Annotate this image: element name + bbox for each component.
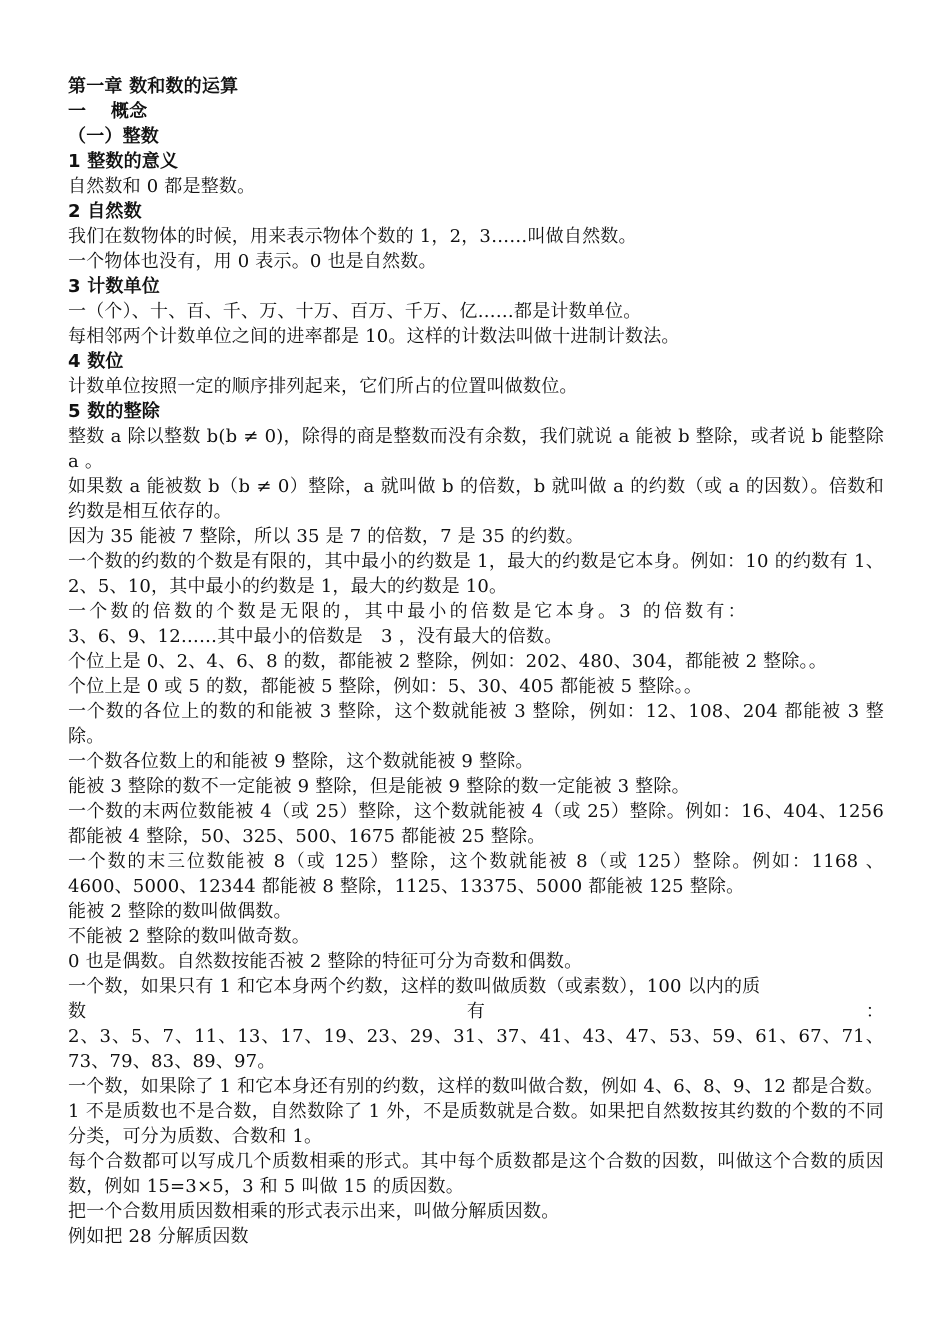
paragraph: 0 也是偶数。自然数按能否被 2 整除的特征可分为奇数和偶数。 [68, 951, 583, 972]
paragraph: 1 不是质数也不是合数，自然数除了 1 外，不是质数就是合数。如果把自然数按其约数的个数的不同分类，可分为质数、合数和 1。 [68, 1101, 884, 1147]
paragraph: 能被 2 整除的数叫做偶数。 [68, 901, 292, 922]
paragraph: 如果数 a 能被数 b（b ≠ 0）整除，a 就叫做 b 的倍数，b 就叫做 a 的约数（或 a 的因数）。倍数和约数是相互依存的。 [68, 476, 884, 522]
paragraph: 自然数和 0 都是整数。 [68, 176, 256, 197]
document-page [68, 74, 884, 1249]
chapter-title: 第一章 数和数的运算 [68, 76, 239, 97]
heading-divisibility: 5 数的整除 [68, 401, 160, 422]
heading-counting-unit: 3 计数单位 [68, 276, 160, 297]
paragraph: 一个数的各位上的数的和能被 3 整除，这个数就能被 3 整除，例如：12、108、204 都能被 3 整除。 [68, 701, 884, 747]
heading-integer-meaning: 1 整数的意义 [68, 151, 179, 172]
paragraph: 整数 a 除以整数 b(b ≠ 0)，除得的商是整数而没有余数，我们就说 a 能被 b 整除，或者说 b 能整除 a 。 [68, 426, 884, 472]
paragraph-spread-line [68, 999, 884, 1024]
paragraph: 一个物体也没有，用 0 表示。0 也是自然数。 [68, 251, 437, 272]
paragraph: 我们在数物体的时候，用来表示物体个数的 1，2，3……叫做自然数。 [68, 226, 637, 247]
paragraph: 一个数的末两位数能被 4（或 25）整除，这个数就能被 4（或 25）整除。例如：16、404、1256 都能被 4 整除，50、325、500、1675 都能被 25 整除。 [68, 801, 884, 847]
paragraph: 因为 35 能被 7 整除，所以 35 是 7 的倍数，7 是 35 的约数。 [68, 526, 584, 547]
paragraph: 一个数，如果只有 1 和它本身两个约数，这样的数叫做质数（或素数），100 以内的质 [68, 976, 761, 997]
paragraph: 每相邻两个计数单位之间的进率都是 10。这样的计数法叫做十进制计数法。 [68, 326, 680, 347]
spread-word: ： [865, 1001, 884, 1022]
paragraph: 个位上是 0、2、4、6、8 的数，都能被 2 整除，例如：202、480、304，都能被 2 整除。。 [68, 651, 827, 672]
heading-digit-place: 4 数位 [68, 351, 124, 372]
spread-word: 数 [68, 1001, 87, 1022]
paragraph: 一个数的倍数的个数是无限的，其中最小的倍数是它本身。3 的倍数有： [68, 601, 749, 622]
section-title: 一 概念 [68, 101, 148, 122]
spread-word: 有 [466, 1001, 486, 1022]
paragraph: 能被 3 整除的数不一定能被 9 整除，但是能被 9 整除的数一定能被 3 整除。 [68, 776, 690, 797]
prime-list: 2、3、5、7、11、13、17、19、23、29、31、37、41、43、47、53、59、61、67、71、73、79、83、89、97。 [68, 1026, 884, 1072]
paragraph: 不能被 2 整除的数叫做奇数。 [68, 926, 310, 947]
paragraph: 把一个合数用质因数相乘的形式表示出来，叫做分解质因数。 [68, 1201, 560, 1222]
paragraph: 每个合数都可以写成几个质数相乘的形式。其中每个质数都是这个合数的因数，叫做这个合数的质因数，例如 15=3×5，3 和 5 叫做 15 的质因数。 [68, 1151, 884, 1197]
subsection-title: （一）整数 [68, 126, 159, 147]
paragraph: 例如把 28 分解质因数 [68, 1226, 249, 1247]
paragraph: 一个数的末三位数能被 8（或 125）整除，这个数就能被 8（或 125）整除。例如：1168 、4600、5000、12344 都能被 8 整除，1125、13375、5000 都能被 125 整除。 [68, 851, 884, 897]
paragraph: 计数单位按照一定的顺序排列起来，它们所占的位置叫做数位。 [68, 376, 578, 397]
paragraph: 一个数的约数的个数是有限的，其中最小的约数是 1，最大的约数是它本身。例如：10 的约数有 1、2、5、10，其中最小的约数是 1，最大的约数是 10。 [68, 551, 884, 597]
paragraph: 个位上是 0 或 5 的数，都能被 5 整除，例如：5、30、405 都能被 5 整除。。 [68, 676, 703, 697]
paragraph: 一个数各位数上的和能被 9 整除，这个数就能被 9 整除。 [68, 751, 534, 772]
paragraph: 一个数，如果除了 1 和它本身还有别的约数，这样的数叫做合数，例如 4、6、8、9、12 都是合数。 [68, 1076, 884, 1097]
paragraph: 3、6、9、12……其中最小的倍数是 3 ，没有最大的倍数。 [68, 626, 563, 647]
heading-natural-number: 2 自然数 [68, 201, 142, 222]
paragraph: 一（个）、十、百、千、万、十万、百万、千万、亿……都是计数单位。 [68, 301, 642, 322]
